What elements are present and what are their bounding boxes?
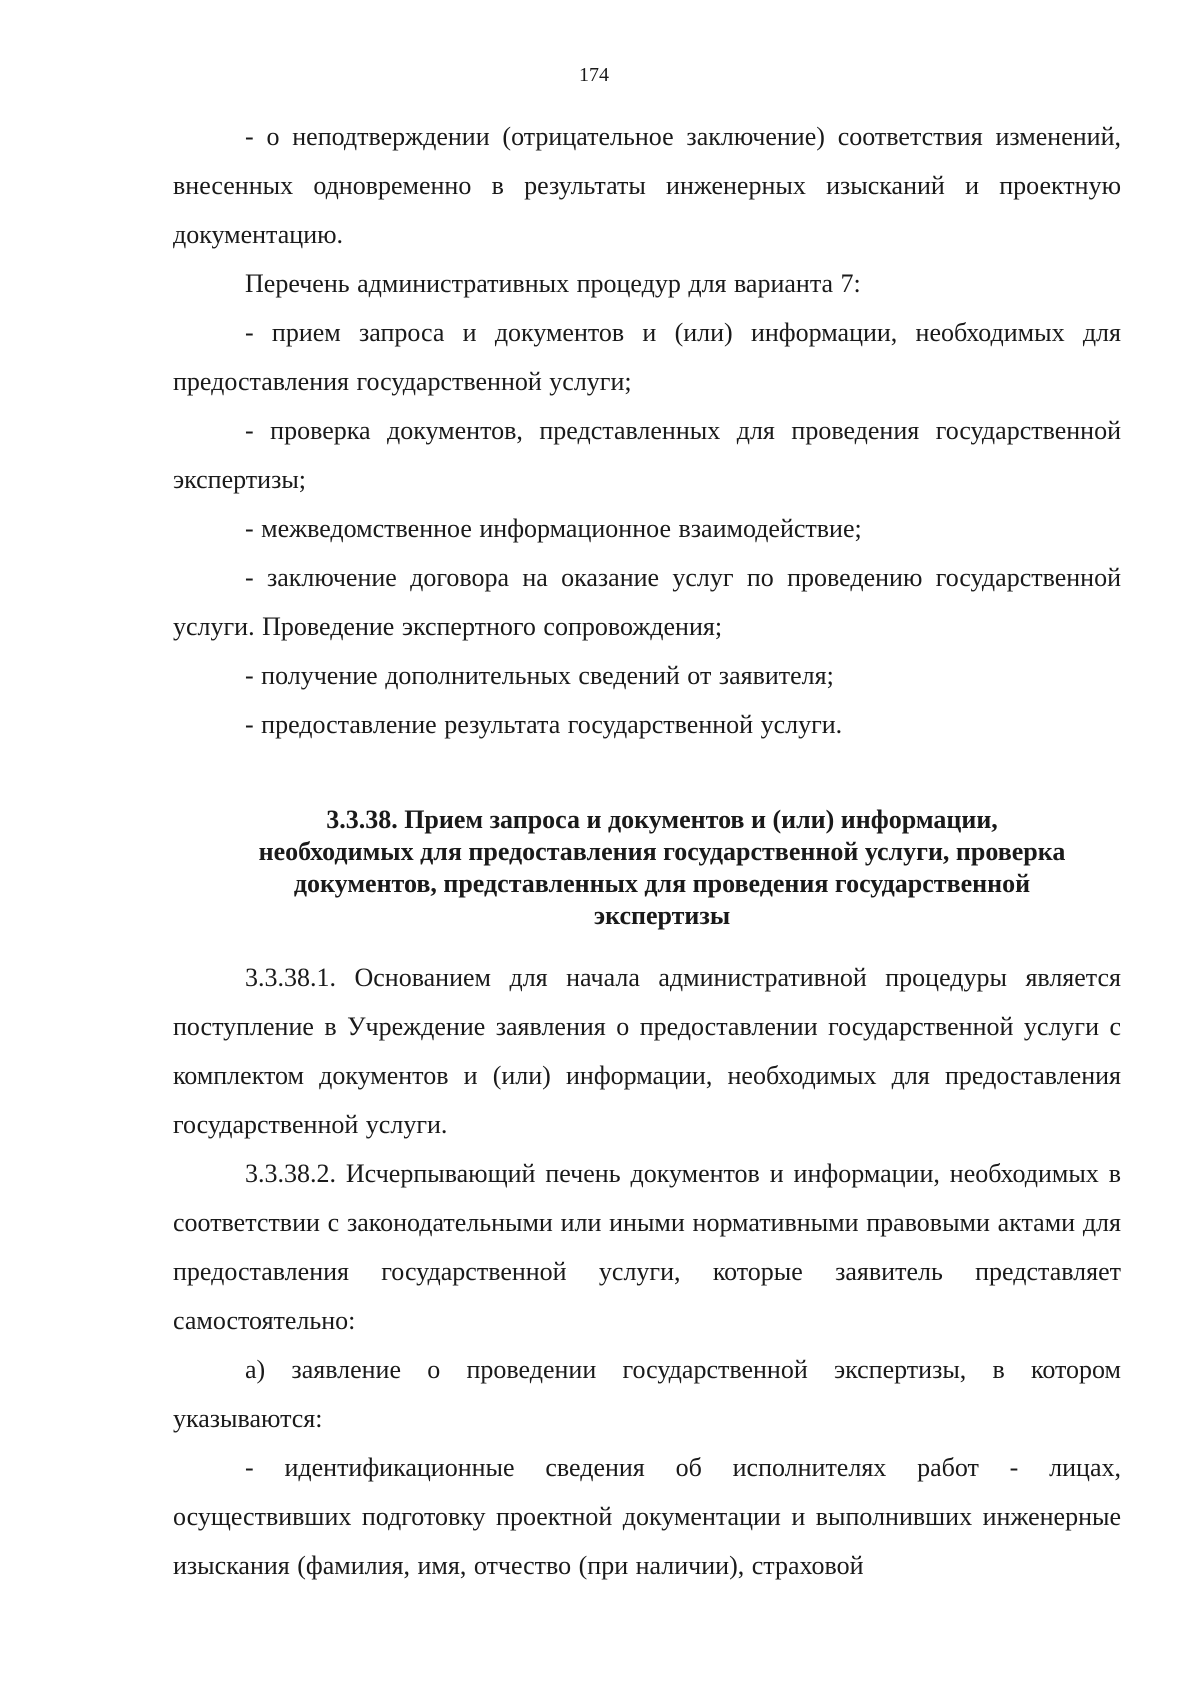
list-item-document-check: - проверка документов, представленных для проведения государственной экспертизы;	[173, 416, 1121, 494]
list-item-result-provision: - предоставление результата государственной услуги.	[245, 710, 843, 739]
list-item-request-intake: - прием запроса и документов и (или) информации, необходимых для предоставления государственной услуги;	[173, 318, 1121, 396]
paragraph-3-3-38-2: 3.3.38.2. Исчерпывающий печень документов и информации, необходимых в соответствии с законодательными или иными нормативными правовыми актами для предоставления государственной услуги, которые заявитель представляет самостоятельно:	[173, 1159, 1121, 1335]
heading-line: 3.3.38. Прием запроса и документов и (или) информации,	[326, 805, 998, 834]
list-item-interagency-cooperation: - межведомственное информационное взаимодействие;	[245, 514, 862, 543]
paragraph-negative-conclusion: - о неподтверждении (отрицательное заключение) соответствия изменений, внесенных одновременно в результаты инженерных изысканий и проектную документацию.	[173, 122, 1121, 249]
paragraph-3-3-38-1: 3.3.38.1. Основанием для начала административной процедуры является поступление в Учреждение заявления о предоставлении государственной услуги с комплектом документов и (или) информации, необходимых для предоставления государственной услуги.	[173, 963, 1121, 1139]
heading-line: необходимых для предоставления государственной услуги, проверка	[258, 837, 1066, 866]
section-heading	[173, 804, 1121, 932]
page-number: 174	[579, 64, 609, 86]
heading-line: экспертизы	[593, 901, 731, 930]
document-body	[173, 112, 1121, 1590]
list-item-contractor-info: - идентификационные сведения об исполнителях работ - лицах, осуществивших подготовку проектной документации и выполнивших инженерные изыскания (фамилия, имя, отчество (при наличии), страховой	[173, 1453, 1121, 1580]
list-item-additional-info: - получение дополнительных сведений от заявителя;	[245, 661, 834, 690]
list-item-application: а) заявление о проведении государственной экспертизы, в котором указываются:	[173, 1355, 1121, 1433]
list-item-contract-conclusion: - заключение договора на оказание услуг по проведению государственной услуги. Проведение экспертного сопровождения;	[173, 563, 1121, 641]
heading-line: документов, представленных для проведения государственной	[293, 869, 1031, 898]
paragraph-procedures-list-intro: Перечень административных процедур для варианта 7:	[245, 269, 861, 298]
